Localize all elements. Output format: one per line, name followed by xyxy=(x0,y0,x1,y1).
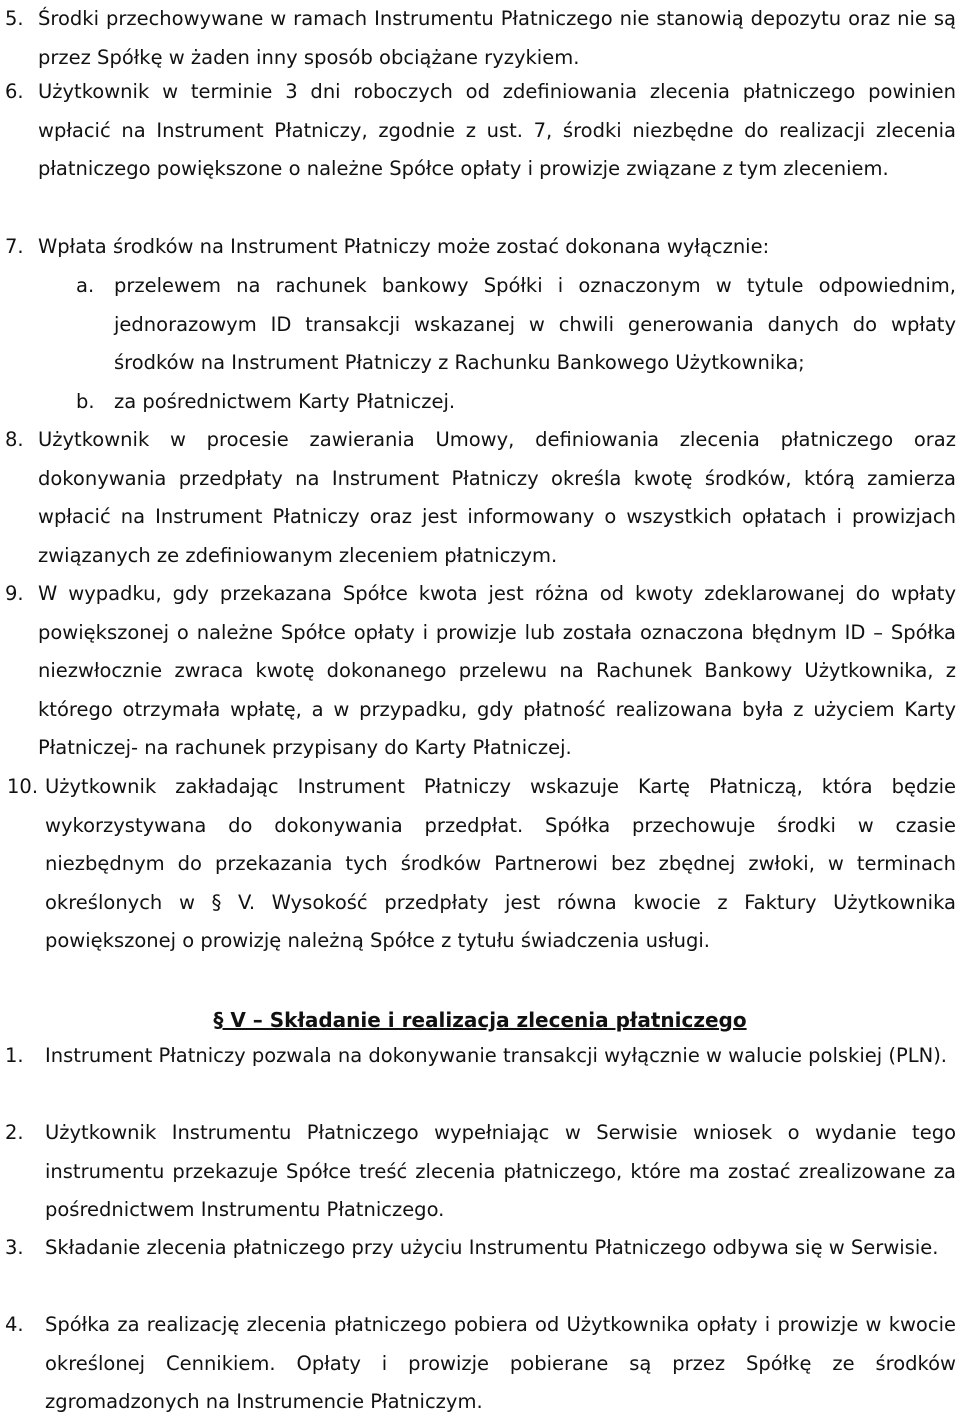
item-text: Użytkownik zakładając Instrument Płatniczy wskazuje Kartę Płatniczą, która będzie wykorzystywana do dokonywania przedpłat. Spółka przechowuje środki w czasie niezbędnym do przekazania tych środków Partnerowi bez zbędnej zwłoki, w terminach określonych w § V. Wysokość przedpłaty jest równa kwocie z Faktury Użytkownika powiększonej o prowizję należną Spółce z tytułu świadczenia usługi. xyxy=(45,775,956,953)
list-item xyxy=(0,421,956,575)
item-number: 7. xyxy=(5,235,24,258)
item-text: Składanie zlecenia płatniczego przy użyciu Instrumentu Płatniczego odbywa się w Serwisie. xyxy=(45,1236,939,1259)
list-item xyxy=(0,768,956,961)
item-number: 6. xyxy=(5,80,24,103)
item-number: 5. xyxy=(5,7,24,30)
sub-item-letter: a. xyxy=(76,274,95,297)
item-text: W wypadku, gdy przekazana Spółce kwota jest różna od kwoty zdeklarowanej do wpłaty powiększonej o należne Spółce opłaty i prowizje lub została oznaczona błędnym ID – Spółka niezwłocznie zwraca kwotę dokonanego przelewu na Rachunek Bankowy Użytkownika, z którego otrzymała wpłatę, a w przypadku, gdy płatność realizowana była z użyciem Karty Płatniczej- na rachunek przypisany do Karty Płatniczej. xyxy=(38,582,956,760)
section-list-item xyxy=(0,1306,956,1422)
sub-item-text: przelewem na rachunek bankowy Spółki i oznaczonym w tytule odpowiednim, jednorazowym ID transakcji wskazanej w chwili generowania danych do wpłaty środków na Instrument Płatniczy z Rachunku Bankowego Użytkownika; xyxy=(114,274,956,375)
list-item xyxy=(0,575,956,768)
item-text: Spółka za realizację zlecenia płatniczego pobiera od Użytkownika opłaty i prowizje w kwocie określonej Cennikiem. Opłaty i prowizje pobierane są przez Spółkę ze środków zgromadzonych na Instrumencie Płatniczym. xyxy=(45,1313,956,1414)
sub-list-item xyxy=(0,383,956,422)
section-list-item xyxy=(0,1229,956,1268)
item-number: 4. xyxy=(5,1313,24,1336)
section-list-item xyxy=(0,1114,956,1230)
item-text: Wpłata środków na Instrument Płatniczy może zostać dokonana wyłącznie: xyxy=(38,235,770,258)
item-text: Instrument Płatniczy pozwala na dokonywanie transakcji wyłącznie w walucie polskiej (PLN). xyxy=(45,1044,947,1067)
sub-item-letter: b. xyxy=(76,390,95,413)
list-item xyxy=(0,228,956,267)
list-item xyxy=(0,0,956,77)
item-text: Użytkownik Instrumentu Płatniczego wypełniając w Serwisie wniosek o wydanie tego instrumentu przekazuje Spółce treść zlecenia płatniczego, które ma zostać zrealizowane za pośrednictwem Instrumentu Płatniczego. xyxy=(45,1121,956,1222)
item-text: Użytkownik w terminie 3 dni roboczych od zdefiniowania zlecenia płatniczego powinien wpłacić na Instrument Płatniczy, zgodnie z ust. 7, środki niezbędne do realizacji zlecenia płatniczego powiększone o należne Spółce opłaty i prowizje związane z tym zleceniem. xyxy=(38,80,956,181)
item-number: 9. xyxy=(5,582,24,605)
section-heading: § V – Składanie i realizacja zlecenia płatniczego xyxy=(213,1008,747,1032)
item-text: Użytkownik w procesie zawierania Umowy, definiowania zlecenia płatniczego oraz dokonywania przedpłaty na Instrument Płatniczy określa kwotę środków, którą zamierza wpłacić na Instrument Płatniczy oraz jest informowany o wszystkich opłatach i prowizjach związanych ze zdefiniowanym zleceniem płatniczym. xyxy=(38,428,956,567)
sub-item-text: za pośrednictwem Karty Płatniczej. xyxy=(114,390,456,413)
item-number: 10. xyxy=(7,775,39,798)
item-number: 1. xyxy=(5,1044,24,1067)
section-list-item xyxy=(0,1037,956,1076)
sub-list-item xyxy=(0,267,956,383)
item-text: Środki przechowywane w ramach Instrumentu Płatniczego nie stanowią depozytu oraz nie są przez Spółkę w żaden inny sposób obciążane ryzykiem. xyxy=(38,7,956,69)
item-number: 8. xyxy=(5,428,24,451)
list-item xyxy=(0,73,956,189)
item-number: 2. xyxy=(5,1121,24,1144)
item-number: 3. xyxy=(5,1236,24,1259)
